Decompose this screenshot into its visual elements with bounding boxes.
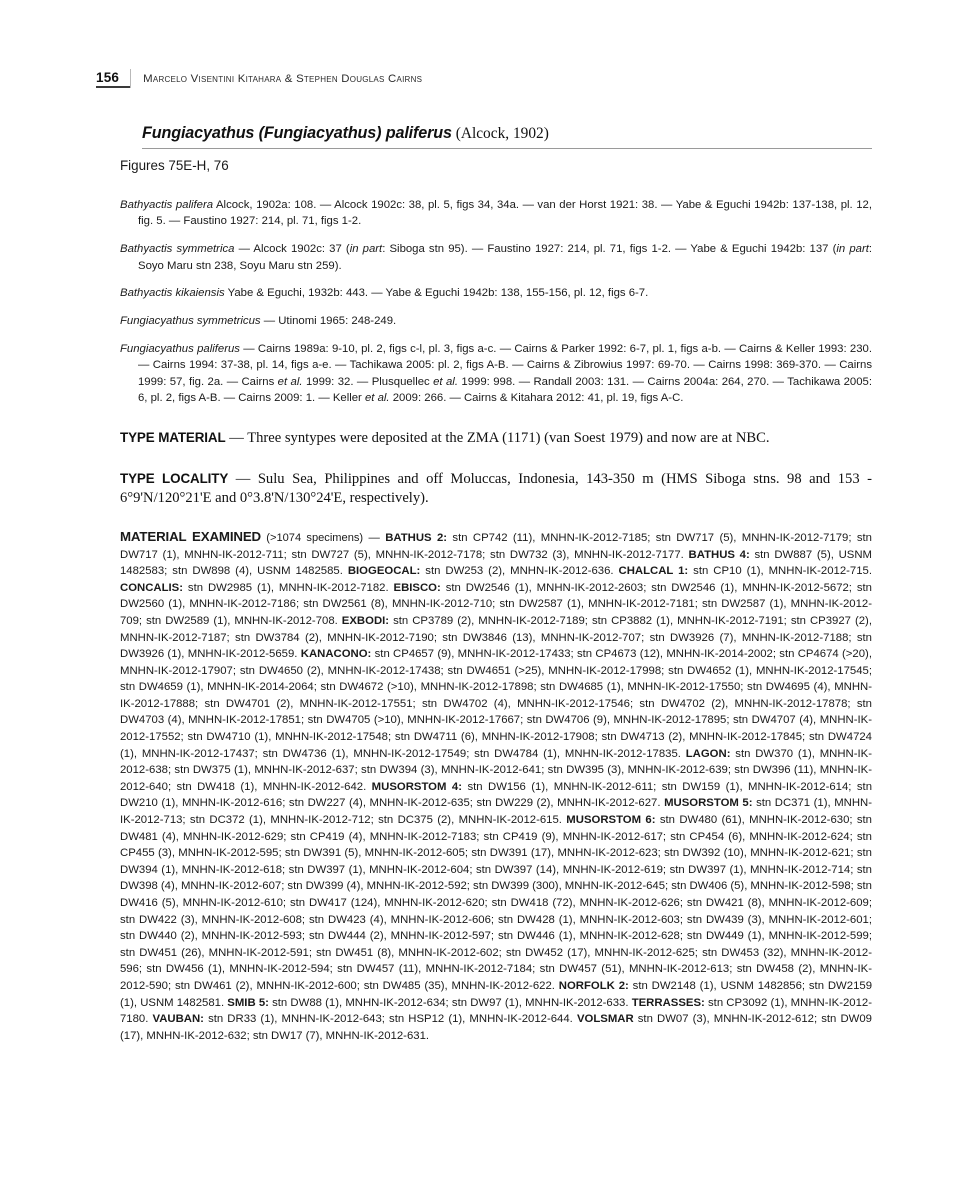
expedition-name: EXBODI: [341, 614, 390, 627]
figures-reference: Figures 75E-H, 76 [120, 158, 229, 173]
material-examined-paragraph [120, 529, 872, 1044]
expedition-name: NORFOLK 2: [558, 979, 629, 992]
specimen-count: (>1074 specimens) [261, 531, 364, 544]
expedition-name: MUSORSTOM 4: [371, 780, 462, 793]
synonymy-entry: Bathyactis palifera Alcock, 1902a: 108. — Alcock 1902c: 38, pl. 5, figs 34, 34a. — van der Horst 1921: 38. — Yabe & Eguchi 1942b: 137-138, pl. 12, fig. 5. — Faustino 1927: 214, pl. 71, figs 1-2. [120, 199, 872, 228]
material-examined-body: BATHUS 2: stn CP742 (11), MNHN-IK-2012-7185; stn DW717 (5), MNHN-IK-2012-7179; stn DW717 (1), MNHN-IK-2012-711; stn DW727 (5), MNHN-IK-2012-7178; stn DW732 (3), MNHN-IK-2012-7177. BATHUS 4: stn DW887 (5), USNM 1482583; stn DW898 (4), USNM 1482585. BIOGEOCAL: stn DW253 (2), MNHN-IK-2012-636. CHALCAL 1: stn CP10 (1), MNHN-IK-2012-715. CONCALIS: stn DW2985 (1), MNHN-IK-2012-7182. EBISCO: stn DW2546 (1), MNHN-IK-2012-2603; stn DW2546 (1), MNHN-IK-2012-5672; stn DW2560 (1), MNHN-IK-2012-7186; stn DW2561 (8), MNHN-IK-2012-710; stn DW2587 (1), MNHN-IK-2012-7181; stn DW2587 (1), MNHN-IK-2012-709; stn DW2589 (1), MNHN-IK-2012-708. EXBODI: stn CP3789 (2), MNHN-IK-2012-7189; stn CP3882 (1), MNHN-IK-2012-7191; stn CP3927 (2), MNHN-IK-2012-7187; stn DW3784 (2), MNHN-IK-2012-7190; stn DW3846 (13), MNHN-IK-2012-707; stn DW3926 (7), MNHN-IK-2012-7188; stn DW3926 (1), MNHN-IK-2012-5659. KANACONO: stn CP4657 (9), MNHN-IK-2012-17433; stn CP4673 (12), MNHN-IK-2014-2002; stn CP4674 (>20), MNHN-IK-2012-17907; stn DW4650 (2), MNHN-IK-2012-17438; stn DW4651 (>25), MNHN-IK-2012-17998; stn DW4652 (1), MNHN-IK-2012-17545; stn DW4659 (1), MNHN-IK-2014-2064; stn DW4672 (>10), MNHN-IK-2012-17898; stn DW4685 (1), MNHN-IK-2012-17550; stn DW4695 (4), MNHN-IK-2012-17888; stn DW4701 (2), MNHN-IK-2012-17551; stn DW4702 (4), MNHN-IK-2012-17546; stn DW4702 (2), MNHN-IK-2012-17878; stn DW4703 (4), MNHN-IK-2012-17851; stn DW4705 (>10), MNHN-IK-2012-17667; stn DW4706 (9), MNHN-IK-2012-17895; stn DW4707 (4), MNHN-IK-2012-17552; stn DW4710 (1), MNHN-IK-2012-17548; stn DW4711 (6), MNHN-IK-2012-17908; stn DW4713 (2), MNHN-IK-2012-17845; stn DW4724 (1), MNHN-IK-2012-17437; stn DW4736 (1), MNHN-IK-2012-17549; stn DW4784 (1), MNHN-IK-2012-17835. LAGON: stn DW370 (1), MNHN-IK-2012-638; stn DW375 (1), MNHN-IK-2012-637; stn DW394 (3), MNHN-IK-2012-641; stn DW395 (3), MNHN-IK-2012-639; stn DW396 (11), MNHN-IK-2012-640; stn DW418 (1), MNHN-IK-2012-642. MUSORSTOM 4: stn DW156 (1), MNHN-IK-2012-611; stn DW159 (1), MNHN-IK-2012-614; stn DW210 (1), MNHN-IK-2012-616; stn DW227 (4), MNHN-IK-2012-635; stn DW229 (2), MNHN-IK-2012-627. MUSORSTOM 5: stn DC371 (1), MNHN-IK-2012-713; stn DC372 (1), MNHN-IK-2012-712; stn DC375 (2), MNHN-IK-2012-615. MUSORSTOM 6: stn DW480 (61), MNHN-IK-2012-630; stn DW481 (4), MNHN-IK-2012-629; stn CP419 (4), MNHN-IK-2012-7183; stn CP419 (9), MNHN-IK-2012-617; stn CP454 (6), MNHN-IK-2012-624; stn CP455 (3), MNHN-IK-2012-595; stn DW391 (5), MNHN-IK-2012-605; stn DW391 (17), MNHN-IK-2012-623; stn DW392 (10), MNHN-IK-2012-621; stn DW394 (1), MNHN-IK-2012-618; stn DW397 (1), MNHN-IK-2012-604; stn DW397 (14), MNHN-IK-2012-619; stn DW397 (1), MNHN-IK-2012-714; stn DW398 (4), MNHN-IK-2012-607; stn DW399 (4), MNHN-IK-2012-592; stn DW399 (300), MNHN-IK-2012-645; stn DW406 (5), MNHN-IK-2012-598; stn DW416 (5), MNHN-IK-2012-610; stn DW417 (124), MNHN-IK-2012-620; stn DW418 (72), MNHN-IK-2012-626; stn DW421 (8), MNHN-IK-2012-609; stn DW422 (3), MNHN-IK-2012-608; stn DW423 (4), MNHN-IK-2012-606; stn DW428 (1), MNHN-IK-2012-603; stn DW439 (3), MNHN-IK-2012-601; stn DW440 (2), MNHN-IK-2012-593; stn DW444 (2), MNHN-IK-2012-597; stn DW446 (1), MNHN-IK-2012-628; stn DW449 (1), MNHN-IK-2012-599; stn DW451 (26), MNHN-IK-2012-591; stn DW451 (8), MNHN-IK-2012-602; stn DW452 (17), MNHN-IK-2012-625; stn DW453 (32), MNHN-IK-2012-596; stn DW456 (1), MNHN-IK-2012-594; stn DW457 (11), MNHN-IK-2012-7184; stn DW457 (51), MNHN-IK-2012-613; stn DW458 (2), MNHN-IK-2012-590; stn DW461 (2), MNHN-IK-2012-600; stn DW485 (35), MNHN-IK-2012-622. NORFOLK 2: stn DW2148 (1), USNM 1482856; stn DW2159 (1), USNM 1482581. SMIB 5: stn DW88 (1), MNHN-IK-2012-634; stn DW97 (1), MNHN-IK-2012-633. TERRASSES: stn CP3092 (1), MNHN-IK-2012-7180. VAUBAN: stn DR33 (1), MNHN-IK-2012-643; stn HSP12 (1), MNHN-IK-2012-644. VOLSMAR stn DW07 (3), MNHN-IK-2012-612; stn DW09 (17), MNHN-IK-2012-632; stn DW17 (7), MNHN-IK-2012-631. [120, 531, 873, 1042]
synonymy-entry: Fungiacyathus paliferus — Cairns 1989a: 9-10, pl. 2, figs c-l, pl. 3, figs a-c. — Cairns & Parker 1992: 6-7, pl. 1, figs a-b. — Cairns & Keller 1993: 230. — Cairns 1994: 37-38, pl. 14, figs a-e. — Tachikawa 2005: pl. 2, figs A-B. — Cairns & Zibrowius 1997: 69-70. — Cairns 1998: 369-370. — Cairns 1999: 57, fig. 2a. — Cairns et al. 1999: 32. — Plusquellec et al. 1999: 998. — Randall 2003: 131. — Cairns 2004a: 264, 270. — Tachikawa 2005: 6, pl. 2, figs A-B. — Cairns 2009: 1. — Keller et al. 2009: 266. — Cairns & Kitahara 2012: 41, pl. 19, figs A-C. [120, 342, 872, 405]
synonymy-taxon: Bathyactis palifera [120, 199, 214, 211]
synonymy-entry: Bathyactis symmetrica — Alcock 1902c: 37 (in part: Siboga stn 95). — Faustino 1927: 214, pl. 71, figs 1-2. — Yabe & Eguchi 1942b: 137 (in part: Soyo Maru stn 238, Soyu Maru stn 259). [120, 243, 873, 272]
expedition-name: MUSORSTOM 6: [566, 814, 656, 827]
expedition-name: KANACONO: [300, 648, 372, 661]
synonymy-taxon: Fungiacyathus paliferus [120, 342, 240, 355]
expedition-name: SMIB 5: [227, 996, 269, 1009]
synonymy-entry: Fungiacyathus symmetricus — Utinomi 1965: 248-249. [120, 315, 397, 328]
species-heading [142, 124, 872, 149]
type-material-text: — Three syntypes were deposited at the ZMA (1171) (van Soest 1979) and now are at NBC. [225, 430, 770, 447]
page-number: 156 [96, 70, 130, 88]
synonymy-taxon: Fungiacyathus symmetricus [120, 315, 261, 328]
expedition-name: VAUBAN: [152, 1013, 204, 1026]
expedition-name: MUSORSTOM 5: [664, 797, 753, 810]
expedition-name: BATHUS 4: [688, 548, 750, 561]
type-material-label: TYPE MATERIAL [120, 430, 226, 446]
type-material-paragraph [120, 428, 872, 449]
page-content [120, 124, 872, 1044]
expedition-name: VOLSMAR [576, 1013, 634, 1026]
material-examined-label: MATERIAL EXAMINED [120, 528, 261, 544]
synonymy-entry: Bathyactis kikaiensis Yabe & Eguchi, 1932b: 443. — Yabe & Eguchi 1942b: 138, 155-156, pl. 12, figs 6-7. [120, 287, 649, 300]
species-name: Fungiacyathus (Fungiacyathus) paliferus [142, 124, 452, 142]
header-divider [130, 69, 131, 88]
synonymy-list [120, 197, 872, 406]
type-locality-label: TYPE LOCALITY [120, 470, 229, 486]
type-locality-text: — Sulu Sea, Philippines and off Moluccas, Indonesia, 143-350 m (HMS Siboga stns. 98 and 153 - 6°9'N/120°21'E and 0°3.8'N/130°24'E, respectively). [120, 470, 872, 507]
expedition-name: EBISCO: [393, 581, 441, 594]
expedition-name: BATHUS 2: [385, 531, 448, 544]
expedition-name: LAGON: [685, 747, 731, 760]
material-dash: — [363, 531, 386, 544]
type-locality-paragraph [120, 469, 872, 509]
running-head-authors: Marcelo Visentini Kitahara & Stephen Douglas Cairns [143, 73, 423, 85]
synonymy-taxon: Bathyactis symmetrica [120, 243, 235, 256]
species-authority: (Alcock, 1902) [451, 125, 549, 142]
expedition-name: CONCALIS: [120, 581, 184, 594]
expedition-name: BIOGEOCAL: [347, 565, 421, 578]
running-head [96, 68, 864, 90]
expedition-name: CHALCAL 1: [618, 565, 689, 578]
expedition-name: TERRASSES: [631, 996, 705, 1009]
synonymy-taxon: Bathyactis kikaiensis [120, 287, 225, 300]
